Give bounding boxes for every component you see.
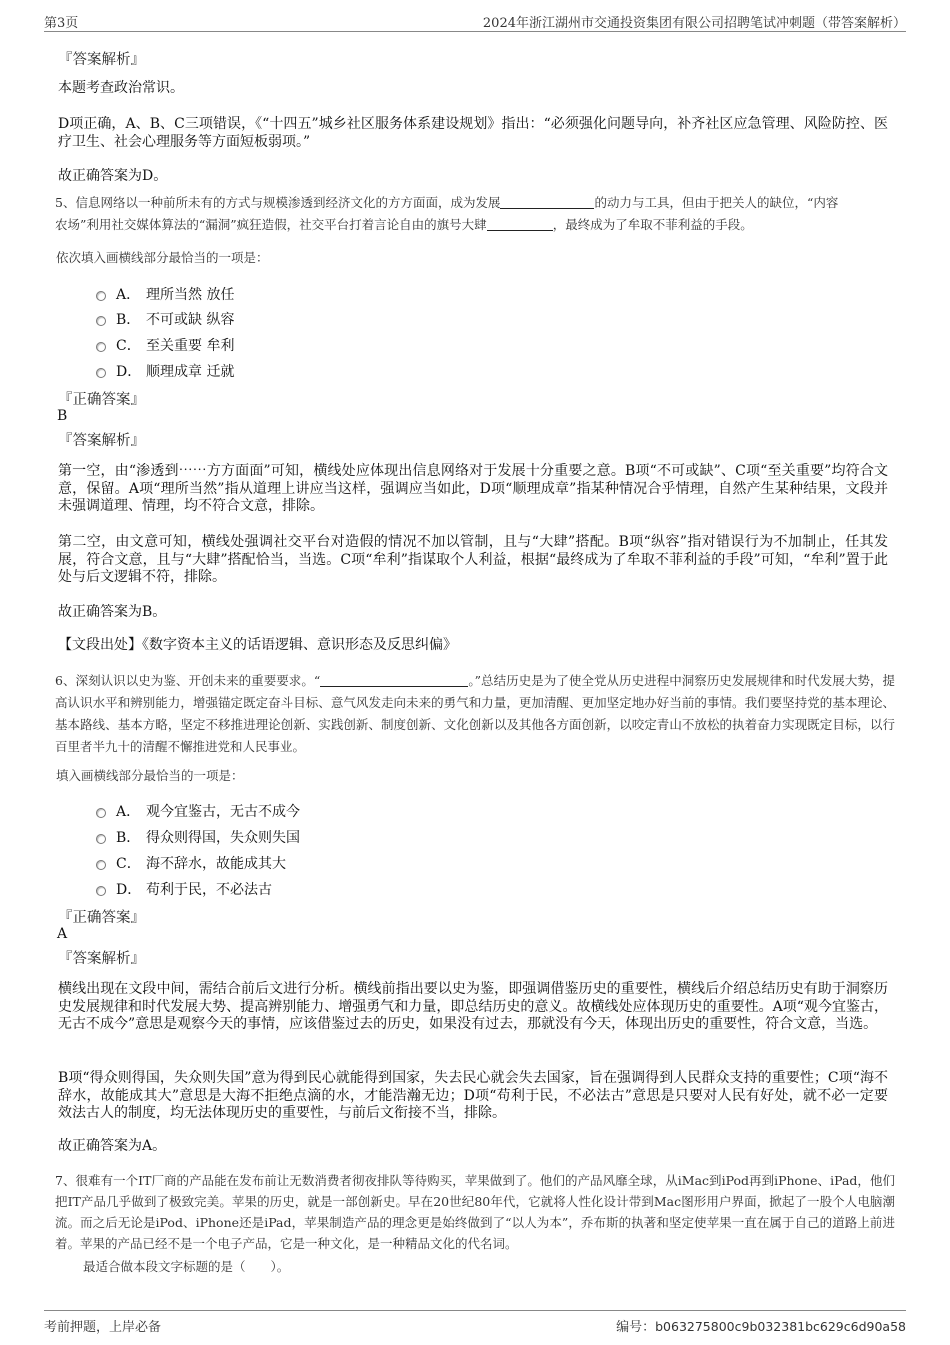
q6-stem: [55, 670, 895, 758]
option-text: 海不辞水，故能成其大: [146, 856, 286, 872]
q6-blank: [320, 674, 468, 687]
q5-conclusion: 故正确答案为B。: [58, 604, 167, 620]
q5-option-b[interactable]: [96, 309, 234, 329]
code-value: b063275800c9b032381bc629c6d90a58: [655, 1319, 906, 1334]
radio-icon[interactable]: [96, 886, 106, 896]
q4-analysis-intro: 本题考查政治常识。: [58, 80, 184, 96]
header-divider: [44, 31, 906, 32]
radio-icon[interactable]: [96, 342, 106, 352]
q7-stem: 7、很难有一个IT厂商的产品能在发布前让无数消费者彻夜排队等待购买，苹果做到了。他们的产品风靡全球，从iMac到iPod再到iPhone、iPad，他们把IT产品几乎做到了极致完美。苹果的历史，就是一部创新史。早在20世纪80年代，它就将人性化设计带到Mac图形用户界面，掀起了一股个人电脑潮流。而之后无论是iPod、iPhone还是iPad，苹果制造产品的理念更是始终做到了“以人为本”，乔布斯的执著和坚定使苹果一直在属于自己的道路上前进着。苹果的产品已经不是一个电子产品，它是一种文化，是一种精品文化的代名词。: [55, 1173, 895, 1251]
q6-option-a[interactable]: [96, 801, 300, 821]
q6-analysis-label: 『答案解析』: [58, 951, 145, 967]
q6-option-b[interactable]: [96, 827, 300, 847]
q7-prompt: 最适合做本段文字标题的是（ ）。: [83, 1259, 290, 1274]
option-letter: D．: [116, 882, 142, 898]
option-letter: A．: [116, 287, 141, 303]
q5-stem-d: ，最终成为了牟取不菲利益的手段。: [552, 217, 753, 232]
q6-prompt: 填入画横线部分最恰当的一项是：: [56, 768, 244, 783]
page-number: 第3页: [44, 16, 79, 31]
q5-option-c[interactable]: [96, 335, 234, 355]
q6-option-d[interactable]: [96, 879, 272, 899]
radio-icon[interactable]: [96, 834, 106, 844]
q5-analysis-p1: 第一空，由“渗透到⋯⋯方方面面”可知，横线处应体现出信息网络对于发展十分重要之意。B项“不可或缺”、C项“至关重要”均符合文意，保留。A项“理所当然”指从道理上讲应当这样，强调应当如此，D项“顺理成章”指某种情况合乎情理，自然产生某种结果，文段并未强调道理、情理，均不符合文意，排除。: [58, 463, 888, 514]
q4-analysis-paragraph: D项正确，A、B、C三项错误，《“十四五”城乡社区服务体系建设规划》指出：“必须强化问题导向，补齐社区应急管理、风险防控、医疗卫生、社会心理服务等方面短板弱项。”: [58, 116, 888, 150]
option-text: 得众则得国，失众则失国: [146, 830, 300, 846]
option-text: 不可或缺 纵容: [146, 312, 235, 328]
q5-stem-b: 的动力与工具，但由于把关人的缺位，“内容: [594, 195, 839, 210]
q4-analysis-label: 『答案解析』: [58, 52, 145, 68]
q5-stem-a: 5、信息网络以一种前所未有的方式与规模渗透到经济文化的方方面面，成为发展: [55, 195, 501, 210]
radio-icon[interactable]: [96, 368, 106, 378]
q6-answer-label: 『正确答案』: [58, 910, 145, 926]
option-text: 观今宜鉴古，无古不成今: [146, 804, 300, 820]
footer-slogan: 考前押题，上岸必备: [44, 1320, 162, 1335]
q5-answer: B: [57, 408, 68, 424]
q6-analysis-p2: B项“得众则得国，失众则失国”意为得到民心就能得到国家，失去民心就会失去国家，旨在强调得到人民群众支持的重要性；C项“海不辞水，故能成其大”意思是大海不拒绝点滴的水，才能浩瀚无边；D项“苟利于民，不必法古”意思是只要对人民有好处，就不必一定要效法古人的制度，均无法体现历史的重要性，与前后文衔接不当，排除。: [58, 1070, 888, 1121]
option-letter: A．: [116, 804, 141, 820]
q6-answer: A: [57, 926, 68, 942]
option-text: 顺理成章 迁就: [146, 364, 235, 380]
q6-option-c[interactable]: [96, 853, 286, 873]
footer-divider: [44, 1310, 906, 1311]
radio-icon[interactable]: [96, 808, 106, 818]
option-text: 苟利于民，不必法古: [146, 882, 272, 898]
radio-icon[interactable]: [96, 316, 106, 326]
q5-blank-1: [500, 196, 594, 209]
q5-blank-2: [487, 218, 553, 231]
q4-conclusion: 故正确答案为D。: [58, 168, 168, 184]
q6-conclusion: 故正确答案为A。: [58, 1138, 167, 1154]
q5-source: 【文段出处】《数字资本主义的话语逻辑、意识形态及反思纠偏》: [58, 637, 457, 653]
radio-icon[interactable]: [96, 291, 106, 301]
q5-stem-c: 农场”利用社交媒体算法的“漏洞”疯狂造假，社交平台打着言论自由的旗号大肆: [55, 217, 487, 232]
q5-analysis-p2: 第二空，由文意可知，横线处强调社交平台对造假的情况不加以管制，且与“大肆”搭配。B项“纵容”指对错误行为不加制止，任其发展，符合文意，且与“大肆”搭配恰当，当选。C项“牟利”指谋取个人利益，根据“最终成为了牟取不菲利益的手段”可知，“牟利”置于此处与后文逻辑不符，排除。: [58, 534, 888, 585]
q5-option-d[interactable]: [96, 361, 234, 381]
q5-option-a[interactable]: [96, 284, 234, 304]
q5-stem: [55, 192, 895, 236]
code-label: 编号：: [616, 1320, 656, 1335]
q6-stem-b: 。”总结历史是为了使全党从历史进程中洞察历史发展规律和时代发展大势，提高认识水平和辨别能力，增强锚定既定奋斗目标、意气风发走向未来的勇气和力量，更加清醒、更加坚定地办好当前的事情。我们要坚持党的基本理论、基本路线、基本方略，坚定不移推进理论创新、实践创新、制度创新、文化创新以及其他各方面创新，以咬定青山不放松的执着奋力实现既定目标，以行百里者半九十的清醒不懈推进党和人民事业。: [55, 673, 895, 754]
document-code: [616, 1316, 906, 1335]
document-title: 2024年浙江湖州市交通投资集团有限公司招聘笔试冲刺题（带答案解析）: [482, 16, 906, 31]
q5-prompt: 依次填入画横线部分最恰当的一项是：: [56, 250, 269, 265]
q5-analysis-label: 『答案解析』: [58, 433, 145, 449]
option-letter: B．: [116, 312, 141, 328]
option-text: 理所当然 放任: [146, 287, 235, 303]
q6-stem-a: 6、深刻认识以史为鉴、开创未来的重要要求。“: [55, 673, 321, 688]
option-text: 至关重要 牟利: [146, 338, 235, 354]
radio-icon[interactable]: [96, 860, 106, 870]
q5-answer-label: 『正确答案』: [58, 392, 145, 408]
option-letter: D．: [116, 364, 142, 380]
q6-analysis-p1: 横线出现在文段中间，需结合前后文进行分析。横线前指出要以史为鉴，即强调借鉴历史的重要性，横线后介绍总结历史有助于洞察历史发展规律和时代发展大势、提高辨别能力、增强勇气和力量，即总结历史的意义。故横线处应体现历史的重要性。A项“观今宜鉴古，无古不成今”意思是观察今天的事情，应该借鉴过去的历史，如果没有过去，那就没有今天，体现出历史的重要性，符合文意，当选。: [58, 981, 888, 1032]
option-letter: C．: [116, 856, 141, 872]
option-letter: C．: [116, 338, 141, 354]
option-letter: B．: [116, 830, 141, 846]
